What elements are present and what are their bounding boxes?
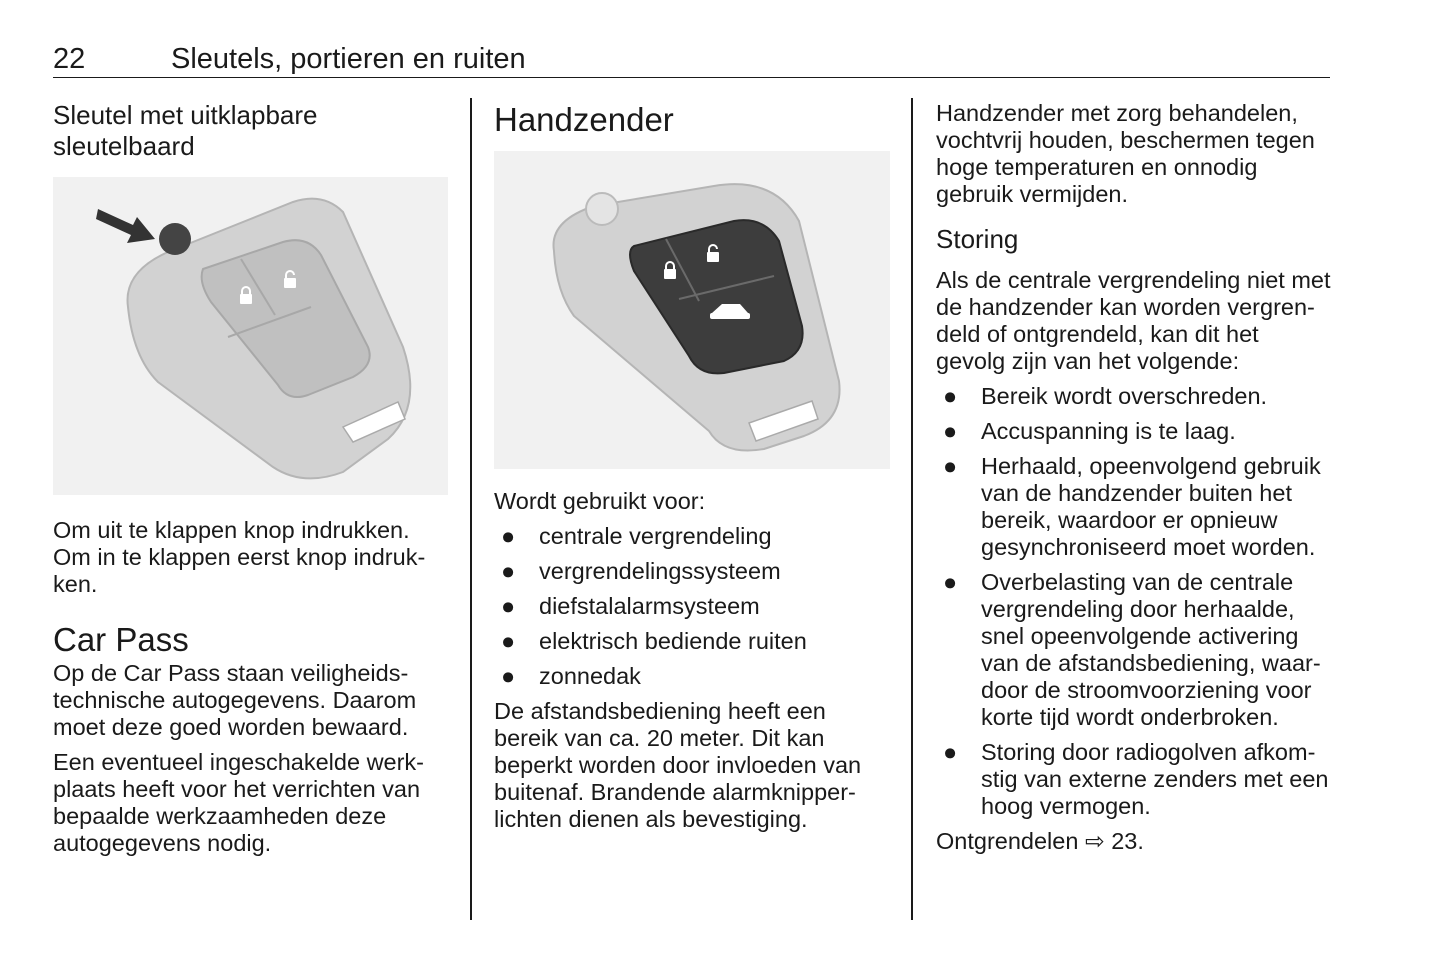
range-paragraph: De afstandsbediening heeft een bereik van ca. 20 meter. Dit kan beperkt worden door invloeden van buitenaf. Brandende alarmknipper- lichten dienen als bevestiging. — [494, 698, 862, 832]
remote-key-drawing — [494, 151, 890, 469]
list-item: ● vergrendelingssysteem — [501, 558, 781, 584]
folding-key-illustration — [53, 177, 448, 495]
remote-key-illustration — [494, 151, 890, 469]
list-item: ● Bereik wordt overschreden. — [943, 383, 1268, 409]
list-item: ● Overbelasting van de centrale vergrendeling door herhaalde, snel opeenvolgende activering van de afstandsbediening, waar- door de stroomvoorziening voor korte tijd wordt onderbroken. — [943, 569, 1321, 730]
reference-arrow-icon: ⇨ — [1084, 828, 1105, 854]
section-heading-car-pass: Car Pass — [53, 621, 189, 658]
car-pass-paragraph-1: Op de Car Pass staan veiligheids- technische autogegevens. Daarom moet deze goed worden bewaard. — [53, 660, 417, 740]
page-header — [53, 40, 1330, 78]
car-pass-paragraph-2: Een eventueel ingeschakelde werk- plaats heeft voor het verrichten van bepaalde werkzaamheden deze autogegevens nodig. — [53, 749, 425, 856]
arrow-icon — [96, 209, 155, 243]
cross-reference[interactable]: Ontgrendelen ⇨ 23. — [936, 828, 1144, 854]
section-heading-folding-key: Sleutel met uitklapbare sleutelbaard — [53, 100, 318, 161]
usage-list — [494, 523, 890, 690]
list-item: ● centrale vergrendeling — [501, 523, 772, 549]
storing-list — [936, 383, 1336, 820]
column-1 — [53, 100, 448, 865]
section-heading-handzender: Handzender — [494, 101, 674, 138]
list-item: ● zonnedak — [501, 663, 641, 689]
list-item: ● Herhaald, opeenvolgend gebruik van de handzender buiten het bereik, waardoor er opnieuw gesynchroniseerd moet worden. — [943, 453, 1321, 560]
release-button — [159, 223, 191, 255]
section-heading-storing: Storing — [936, 224, 1019, 254]
column-2 — [494, 100, 890, 841]
list-item: ● Accuspanning is te laag. — [943, 418, 1236, 444]
release-button — [586, 193, 618, 225]
usage-intro: Wordt gebruikt voor: — [494, 488, 706, 514]
folding-key-caption: Om uit te klappen knop indrukken. Om in te klappen eerst knop indruk- ken. — [53, 517, 426, 597]
folding-key-drawing — [53, 177, 448, 495]
page-number: 22 — [53, 43, 86, 75]
care-paragraph: Handzender met zorg behandelen, vochtvrij houden, beschermen tegen hoge temperaturen en onnodig gebruik vermijden. — [936, 100, 1315, 207]
list-item: ● diefstalalarmsysteem — [501, 593, 760, 619]
column-divider — [470, 98, 472, 920]
storing-intro: Als de centrale vergrendeling niet met de handzender kan worden vergren- deld of ontgrendeld, kan dit het gevolg zijn van het volgende: — [936, 267, 1331, 374]
list-item: ● Storing door radiogolven afkom- stig van externe zenders met een hoog vermogen. — [943, 739, 1329, 819]
column-divider — [911, 98, 913, 920]
chapter-title: Sleutels, portieren en ruiten — [171, 43, 526, 75]
column-3 — [936, 100, 1336, 863]
list-item: ● elektrisch bediende ruiten — [501, 628, 807, 654]
